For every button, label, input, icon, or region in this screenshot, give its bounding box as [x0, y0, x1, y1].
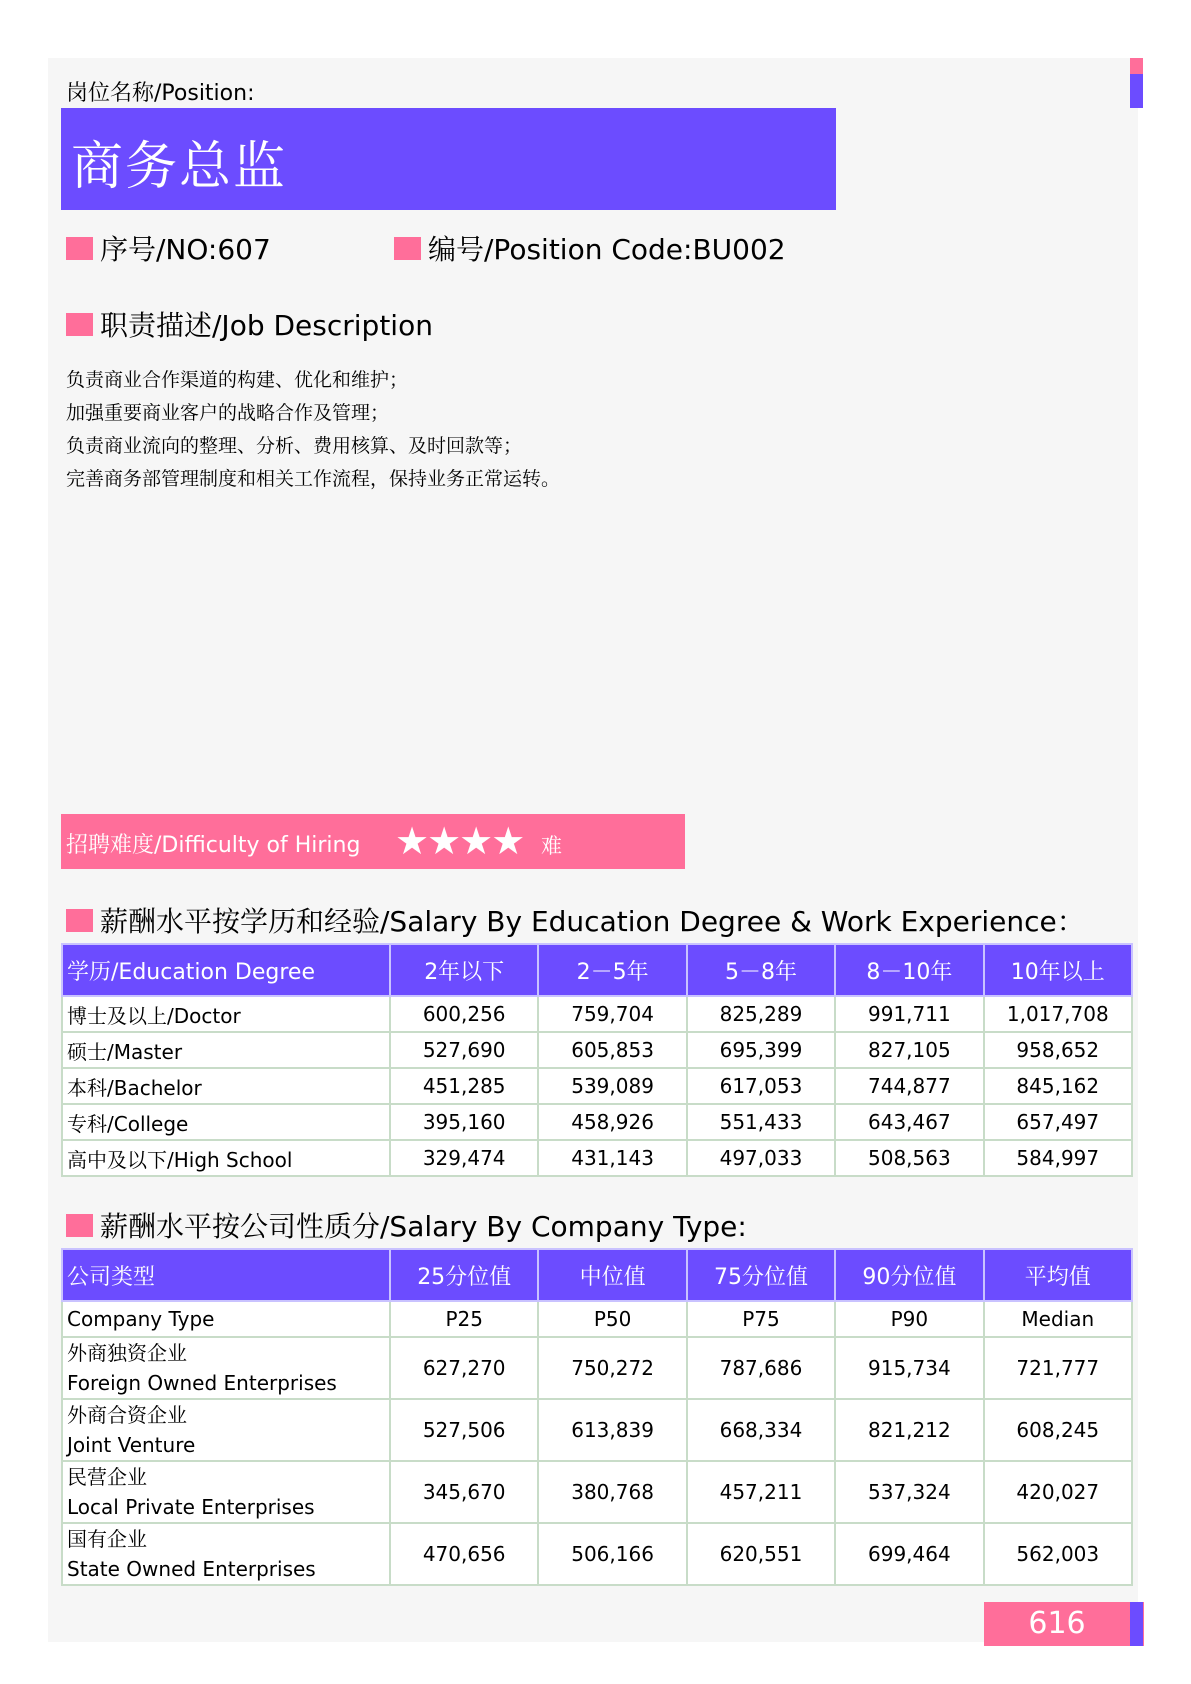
table-row: [62, 1104, 1132, 1140]
salary-by-education-table: [61, 943, 1133, 1177]
subheader-cell: Company Type: [62, 1301, 390, 1337]
table-cell: 759,704: [538, 996, 686, 1032]
comp-heading: 薪酬水平按公司性质分/Salary By Company Type:: [100, 1210, 747, 1243]
company-type-cn: 民营企业: [67, 1465, 147, 1489]
table-row: [62, 1399, 1132, 1461]
row-label: 硕士/Master: [62, 1032, 390, 1068]
row-label: 高中及以下/High School: [62, 1140, 390, 1176]
job-desc-line: 完善商务部管理制度和相关工作流程，保持业务正常运转。: [66, 468, 561, 490]
table-cell: 508,563: [835, 1140, 983, 1176]
table-cell: 744,877: [835, 1068, 983, 1104]
table-cell: 617,053: [687, 1068, 835, 1104]
edu-section-heading: [66, 900, 1085, 940]
bullet-square-icon: [66, 909, 93, 932]
table-cell: 506,166: [538, 1523, 686, 1585]
table-subheader-row: [62, 1301, 1132, 1337]
subheader-cell: P75: [687, 1301, 835, 1337]
job-description: [66, 364, 560, 496]
job-desc-line: 加强重要商业客户的战略合作及管理；: [66, 402, 390, 424]
table-cell: 821,212: [835, 1399, 983, 1461]
table-cell: 608,245: [984, 1399, 1132, 1461]
company-type-en: Foreign Owned Enterprises: [67, 1371, 337, 1395]
row-label: 专科/College: [62, 1104, 390, 1140]
table-cell: 827,105: [835, 1032, 983, 1068]
table-row: [62, 1068, 1132, 1104]
title-banner: [61, 108, 836, 210]
table-cell: 600,256: [390, 996, 538, 1032]
table-cell: 457,211: [687, 1461, 835, 1523]
subheader-cell: P25: [390, 1301, 538, 1337]
difficulty-word: 难: [541, 834, 562, 858]
table-cell: 787,686: [687, 1337, 835, 1399]
table-cell: 539,089: [538, 1068, 686, 1104]
table-cell: 721,777: [984, 1337, 1132, 1399]
no-heading: [66, 228, 271, 268]
bullet-square-icon: [66, 237, 93, 260]
table-header-cell: 学历/Education Degree: [62, 944, 390, 996]
table-row: [62, 1461, 1132, 1523]
page-number: 616: [1028, 1606, 1086, 1641]
table-cell: 431,143: [538, 1140, 686, 1176]
bullet-square-icon: [394, 237, 421, 260]
table-cell: 345,670: [390, 1461, 538, 1523]
table-header-cell: 25分位值: [390, 1249, 538, 1301]
row-label: [62, 1399, 390, 1461]
row-label: [62, 1337, 390, 1399]
table-cell: 420,027: [984, 1461, 1132, 1523]
company-type-en: Local Private Enterprises: [67, 1495, 315, 1519]
table-cell: 627,270: [390, 1337, 538, 1399]
row-label: 本科/Bachelor: [62, 1068, 390, 1104]
table-row: [62, 1032, 1132, 1068]
table-cell: 657,497: [984, 1104, 1132, 1140]
table-cell: 613,839: [538, 1399, 686, 1461]
job-desc-line: 负责商业流向的整理、分析、费用核算、及时回款等；: [66, 435, 523, 457]
table-cell: 605,853: [538, 1032, 686, 1068]
salary-by-company-table: [61, 1248, 1133, 1586]
position-label: 岗位名称/Position:: [66, 81, 255, 106]
row-label: 博士及以上/Doctor: [62, 996, 390, 1032]
table-cell: 620,551: [687, 1523, 835, 1585]
table-header-cell: 5－8年: [687, 944, 835, 996]
table-row: [62, 1523, 1132, 1585]
table-cell: 958,652: [984, 1032, 1132, 1068]
row-label: [62, 1523, 390, 1585]
table-header-cell: 10年以上: [984, 944, 1132, 996]
bullet-square-icon: [66, 1214, 93, 1237]
table-cell: 562,003: [984, 1523, 1132, 1585]
table-cell: 537,324: [835, 1461, 983, 1523]
difficulty-banner: [61, 814, 685, 869]
table-header-cell: 2－5年: [538, 944, 686, 996]
table-header-cell: 90分位值: [835, 1249, 983, 1301]
job-desc-heading: 职责描述/Job Description: [100, 309, 433, 342]
table-row: [62, 1140, 1132, 1176]
table-cell: 750,272: [538, 1337, 686, 1399]
table-cell: 329,474: [390, 1140, 538, 1176]
company-type-en: Joint Venture: [67, 1433, 196, 1457]
company-type-en: State Owned Enterprises: [67, 1557, 316, 1581]
table-cell: 527,506: [390, 1399, 538, 1461]
position-title: 商务总监: [71, 137, 288, 197]
table-cell: 643,467: [835, 1104, 983, 1140]
position-code: 编号/Position Code:BU002: [428, 233, 786, 266]
company-type-cn: 国有企业: [67, 1527, 147, 1551]
table-cell: 845,162: [984, 1068, 1132, 1104]
row-label: [62, 1461, 390, 1523]
corner-accent-purple: [1130, 74, 1143, 108]
table-cell: 668,334: [687, 1399, 835, 1461]
table-cell: 458,926: [538, 1104, 686, 1140]
table-header-cell: 2年以下: [390, 944, 538, 996]
table-cell: 1,017,708: [984, 996, 1132, 1032]
table-header-cell: 8－10年: [835, 944, 983, 996]
table-cell: 527,690: [390, 1032, 538, 1068]
subheader-cell: Median: [984, 1301, 1132, 1337]
job-desc-section-heading: [66, 304, 433, 344]
table-header-cell: 平均值: [984, 1249, 1132, 1301]
subheader-cell: P50: [538, 1301, 686, 1337]
table-header-row: [62, 1249, 1132, 1301]
table-cell: 825,289: [687, 996, 835, 1032]
corner-accent-pink: [1130, 58, 1143, 74]
table-header-row: [62, 944, 1132, 996]
table-cell: 395,160: [390, 1104, 538, 1140]
table-cell: 470,656: [390, 1523, 538, 1585]
job-desc-line: 负责商业合作渠道的构建、优化和维护；: [66, 369, 409, 391]
table-cell: 991,711: [835, 996, 983, 1032]
table-header-cell: 公司类型: [62, 1249, 390, 1301]
code-heading: [394, 228, 786, 268]
subheader-cell: P90: [835, 1301, 983, 1337]
company-type-cn: 外商合资企业: [67, 1403, 187, 1427]
table-header-cell: 中位值: [538, 1249, 686, 1301]
table-cell: 699,464: [835, 1523, 983, 1585]
table-row: [62, 1337, 1132, 1399]
table-cell: 551,433: [687, 1104, 835, 1140]
star-rating-icon: ★★★★: [395, 819, 524, 863]
difficulty-label: 招聘难度/Difficulty of Hiring: [66, 833, 361, 858]
page-number-accent: [1130, 1602, 1143, 1646]
table-cell: 915,734: [835, 1337, 983, 1399]
edu-heading: 薪酬水平按学历和经验/Salary By Education Degree & Work Experience：: [100, 905, 1085, 938]
table-row: [62, 996, 1132, 1032]
table-cell: 695,399: [687, 1032, 835, 1068]
table-cell: 584,997: [984, 1140, 1132, 1176]
table-header-cell: 75分位值: [687, 1249, 835, 1301]
table-cell: 451,285: [390, 1068, 538, 1104]
company-section-heading: [66, 1205, 747, 1245]
table-cell: 380,768: [538, 1461, 686, 1523]
company-type-cn: 外商独资企业: [67, 1341, 187, 1365]
bullet-square-icon: [66, 313, 93, 336]
table-cell: 497,033: [687, 1140, 835, 1176]
position-no: 序号/NO:607: [100, 233, 271, 266]
